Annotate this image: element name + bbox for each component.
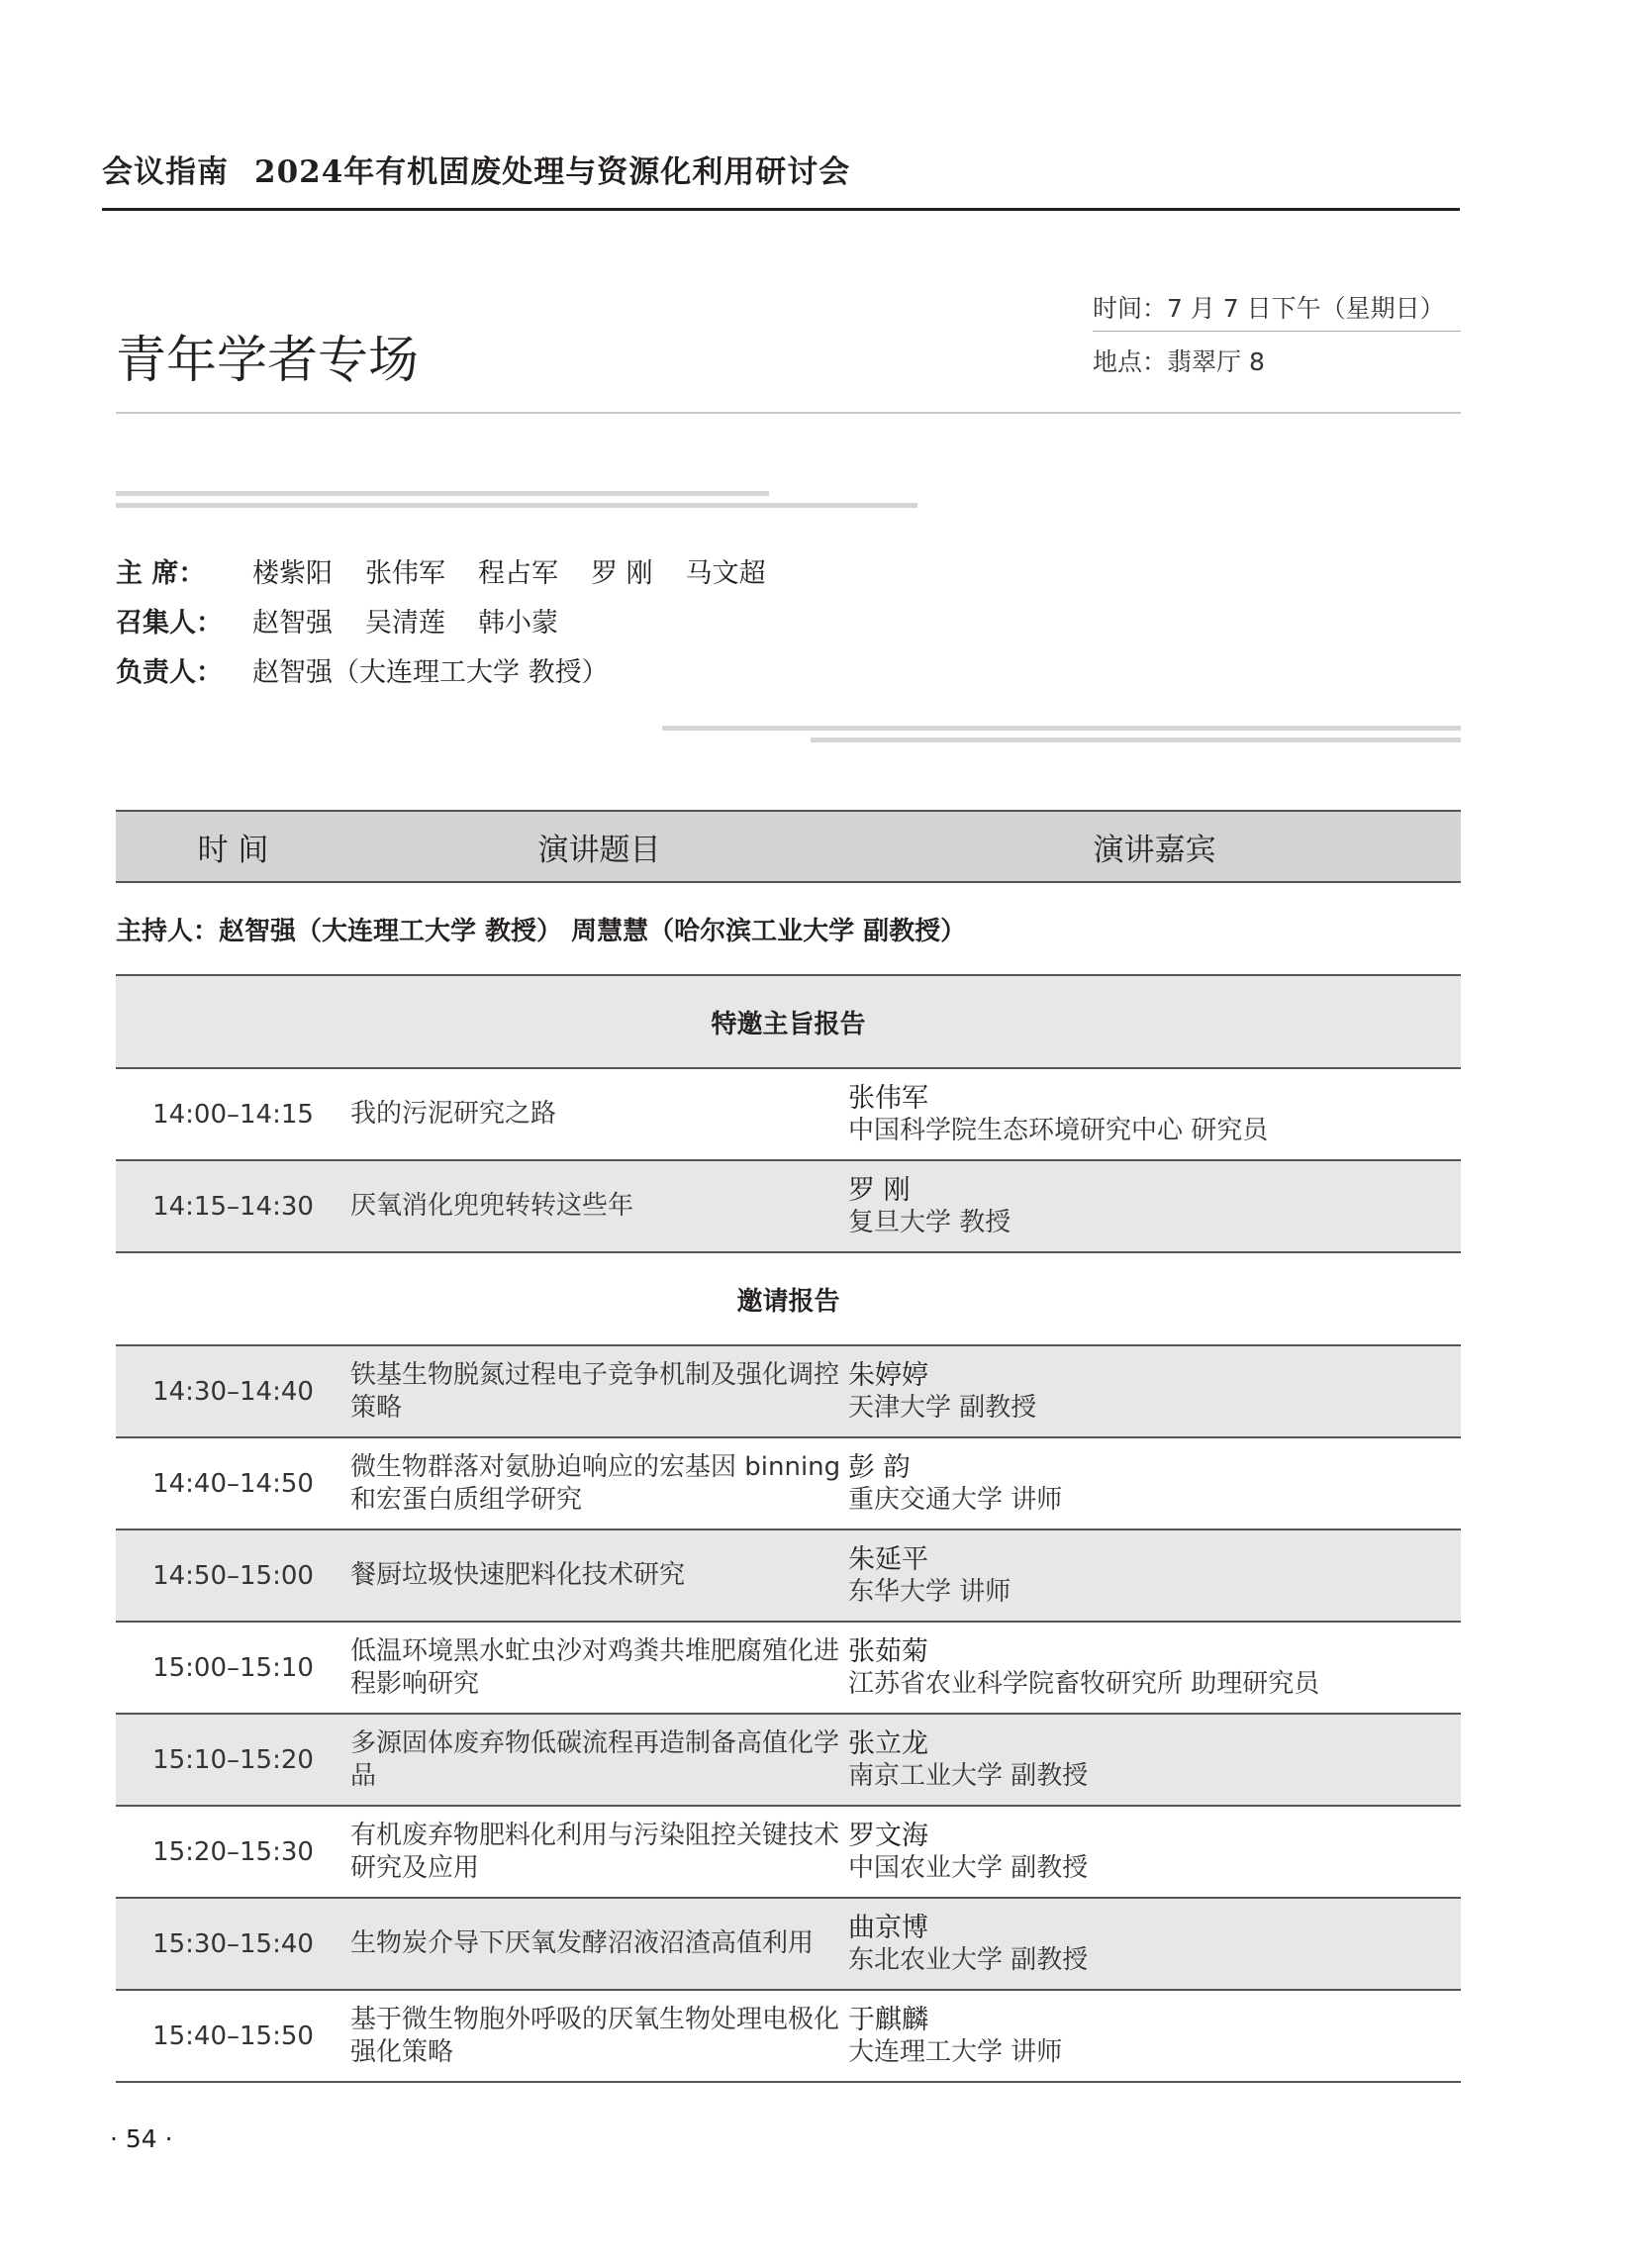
- talk-time: 15:40–15:50: [116, 1990, 350, 2082]
- running-header: [102, 147, 850, 191]
- talk-speaker-cell: [848, 1898, 1461, 1990]
- speaker-name: 张伟军: [848, 1082, 928, 1114]
- talk-time: 15:10–15:20: [116, 1714, 350, 1806]
- talk-topic: 我的污泥研究之路: [350, 1068, 848, 1160]
- table-row: [116, 1714, 1461, 1806]
- schedule-table: [116, 810, 1461, 2083]
- header-section: 会议指南: [102, 154, 229, 190]
- speaker-name: 罗文海: [848, 1820, 928, 1851]
- chair-name: 程占军: [478, 558, 558, 589]
- table-row: [116, 1345, 1461, 1437]
- talk-speaker-cell: [848, 1622, 1461, 1714]
- role-label: 主 席：: [116, 558, 206, 589]
- decor-bar: [811, 738, 1461, 742]
- role-chair: [116, 551, 799, 590]
- session-title: 青年学者专场: [116, 332, 420, 390]
- talk-time: 14:50–15:00: [116, 1529, 350, 1622]
- speaker-name: 彭 韵: [848, 1451, 911, 1483]
- talk-speaker-cell: [848, 1990, 1461, 2082]
- speaker-affiliation: 江苏省农业科学院畜牧研究所 助理研究员: [848, 1668, 1320, 1699]
- speaker-affiliation: 天津大学 副教授: [848, 1392, 1037, 1423]
- role-responsible: [116, 650, 641, 689]
- speaker-name: 罗 刚: [848, 1174, 911, 1206]
- table-row: [116, 1529, 1461, 1622]
- talk-topic: 厌氧消化兜兜转转这些年: [350, 1160, 848, 1252]
- table-row: [116, 1622, 1461, 1714]
- talk-speaker-cell: [848, 1806, 1461, 1898]
- talk-time: 14:15–14:30: [116, 1160, 350, 1252]
- talk-speaker-cell: [848, 1160, 1461, 1252]
- meta-divider: [1093, 331, 1461, 332]
- table-row: [116, 1990, 1461, 2082]
- speaker-affiliation: 中国农业大学 副教授: [848, 1852, 1089, 1883]
- col-header-speaker: 演讲嘉宾: [848, 811, 1461, 882]
- decor-bar: [116, 503, 917, 508]
- talk-topic: 基于微生物胞外呼吸的厌氧生物处理电极化强化策略: [350, 1990, 848, 2082]
- talk-speaker-cell: [848, 1714, 1461, 1806]
- session-time: 时间：7 月 7 日下午（星期日）: [1093, 294, 1445, 323]
- speaker-name: 朱婷婷: [848, 1359, 928, 1391]
- host-text: 主持人：赵智强（大连理工大学 教授） 周慧慧（哈尔滨工业大学 副教授）: [116, 882, 1461, 975]
- header-rule: [102, 208, 1460, 211]
- role-convener: [116, 601, 591, 640]
- host-row: [116, 882, 1461, 975]
- speaker-affiliation: 东北农业大学 副教授: [848, 1944, 1089, 1975]
- talk-topic: 低温环境黑水虻虫沙对鸡粪共堆肥腐殖化进程影响研究: [350, 1622, 848, 1714]
- table-row: [116, 1437, 1461, 1529]
- table-header-row: [116, 811, 1461, 882]
- talk-topic: 生物炭介导下厌氧发酵沼液沼渣高值利用: [350, 1898, 848, 1990]
- speaker-name: 张茹菊: [848, 1635, 928, 1667]
- talk-time: 15:30–15:40: [116, 1898, 350, 1990]
- speaker-name: 张立龙: [848, 1727, 928, 1759]
- convener-name: 赵智强: [252, 608, 333, 639]
- talk-time: 14:30–14:40: [116, 1345, 350, 1437]
- session-place: 地点：翡翠厅 8: [1093, 347, 1265, 376]
- responsible-name: 赵智强（大连理工大学 教授）: [252, 657, 609, 688]
- talk-speaker-cell: [848, 1437, 1461, 1529]
- table-row: [116, 1898, 1461, 1990]
- header-conference: 2024年有机固废处理与资源化利用研讨会: [254, 154, 851, 190]
- chair-name: 楼紫阳: [252, 558, 333, 589]
- talk-time: 14:00–14:15: [116, 1068, 350, 1160]
- convener-name: 韩小蒙: [478, 608, 558, 639]
- talk-topic: 铁基生物脱氮过程电子竞争机制及强化调控策略: [350, 1345, 848, 1437]
- talk-speaker-cell: [848, 1345, 1461, 1437]
- convener-name: 吴清莲: [365, 608, 445, 639]
- talk-speaker-cell: [848, 1068, 1461, 1160]
- col-header-time: 时 间: [116, 811, 350, 882]
- talk-topic: 多源固体废弃物低碳流程再造制备高值化学品: [350, 1714, 848, 1806]
- speaker-affiliation: 东华大学 讲师: [848, 1576, 1011, 1607]
- talk-topic: 微生物群落对氨胁迫响应的宏基因 binning 和宏蛋白质组学研究: [350, 1437, 848, 1529]
- speaker-name: 于麒麟: [848, 2004, 928, 2035]
- speaker-affiliation: 中国科学院生态环境研究中心 研究员: [848, 1115, 1269, 1145]
- section-row: [116, 975, 1461, 1068]
- talk-topic: 餐厨垃圾快速肥料化技术研究: [350, 1529, 848, 1622]
- table-row: [116, 1068, 1461, 1160]
- page-number: · 54 ·: [110, 2124, 173, 2153]
- chair-name: 马文超: [685, 558, 766, 589]
- talk-time: 14:40–14:50: [116, 1437, 350, 1529]
- col-header-topic: 演讲题目: [350, 811, 848, 882]
- role-label: 召集人：: [116, 608, 223, 639]
- chair-name: 张伟军: [365, 558, 445, 589]
- speaker-affiliation: 大连理工大学 讲师: [848, 2036, 1063, 2067]
- table-row: [116, 1160, 1461, 1252]
- table-row: [116, 1806, 1461, 1898]
- speaker-name: 朱延平: [848, 1543, 928, 1575]
- section-row: [116, 1252, 1461, 1345]
- decor-bar: [662, 726, 1461, 731]
- speaker-affiliation: 南京工业大学 副教授: [848, 1760, 1089, 1791]
- talk-topic: 有机废弃物肥料化利用与污染阻控关键技术研究及应用: [350, 1806, 848, 1898]
- section-title: 特邀主旨报告: [116, 975, 1461, 1068]
- title-rule: [116, 412, 1461, 414]
- role-label: 负责人：: [116, 657, 223, 688]
- speaker-affiliation: 复旦大学 教授: [848, 1207, 1011, 1237]
- talk-time: 15:20–15:30: [116, 1806, 350, 1898]
- talk-speaker-cell: [848, 1529, 1461, 1622]
- speaker-name: 曲京博: [848, 1912, 928, 1943]
- decor-bar: [116, 491, 769, 496]
- section-title: 邀请报告: [116, 1252, 1461, 1345]
- chair-name: 罗 刚: [591, 558, 653, 589]
- talk-time: 15:00–15:10: [116, 1622, 350, 1714]
- speaker-affiliation: 重庆交通大学 讲师: [848, 1484, 1063, 1515]
